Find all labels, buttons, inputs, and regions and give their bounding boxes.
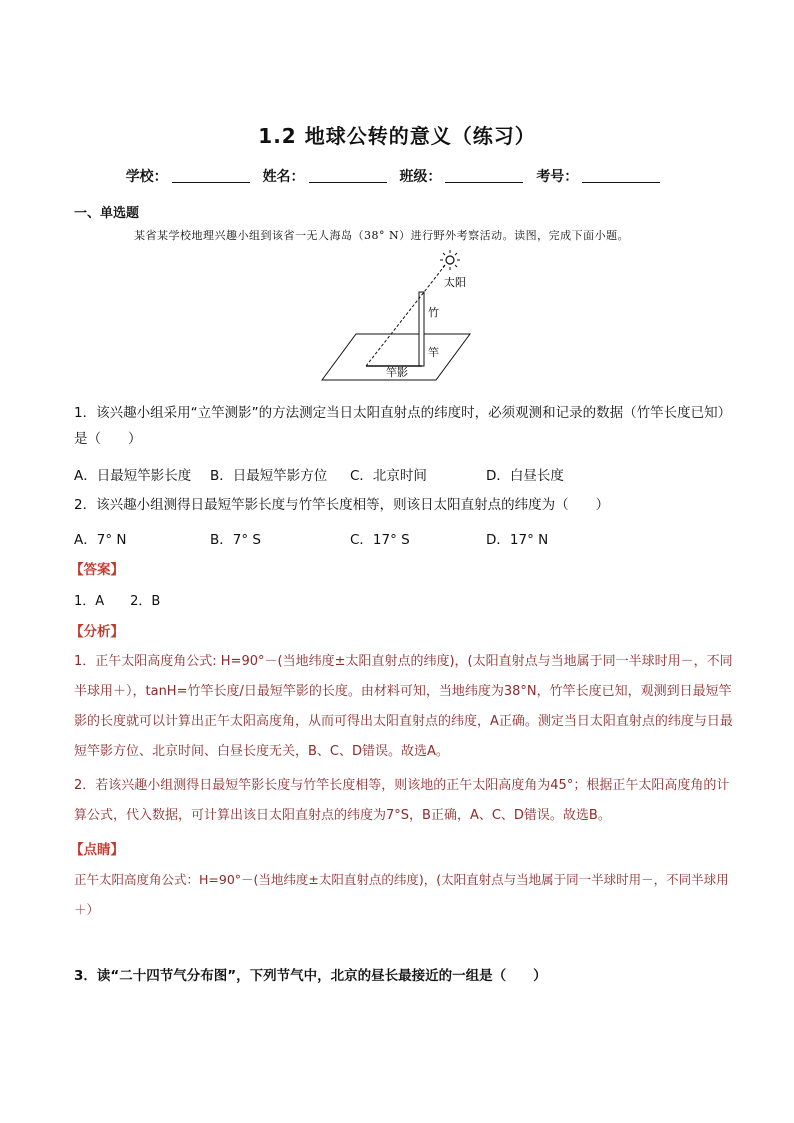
exam-no-blank[interactable] xyxy=(582,168,660,183)
pole-shadow-figure xyxy=(320,248,480,388)
class-blank[interactable] xyxy=(445,168,523,183)
q1-option-c[interactable]: C．北京时间 xyxy=(350,468,427,484)
tips-paragraph: 正午太阳高度角公式：H=90°－(当地纬度±太阳直射点的纬度)，(太阳直射点与当地属于同一半球时用－，不同半球用＋） xyxy=(74,872,729,917)
page-title: 1.2 地球公转的意义（练习） xyxy=(258,124,536,148)
answer-heading: 【答案】 xyxy=(70,562,124,578)
question-3-text: 3．读“二十四节气分布图”，下列节气中，北京的昼长最接近的一组是（ ） xyxy=(74,968,547,984)
question-2-text: 2．该兴趣小组测得日最短竿影长度与竹竿长度相等，则该日太阳直射点的纬度为（ ） xyxy=(74,497,610,513)
analysis-heading: 【分析】 xyxy=(70,624,124,640)
bamboo-pole xyxy=(419,292,424,366)
tips-heading: 【点睛】 xyxy=(70,842,124,858)
pole-label-2: 竿 xyxy=(428,346,439,359)
q2-option-a[interactable]: A．7° N xyxy=(74,532,127,548)
school-label: 学校： xyxy=(125,169,168,185)
name-blank[interactable] xyxy=(309,168,387,183)
question-1-text: 1．该兴趣小组采用“立竿测影”的方法测定当日太阳直射点的纬度时，必须观测和记录的数据（竹竿长度已知）是（ ） xyxy=(74,405,732,447)
section-heading: 一、单选题 xyxy=(74,206,140,221)
analysis-paragraph-1: 1．正午太阳高度角公式: H=90°－(当地纬度±太阳直射点的纬度)，(太阳直射点与当地属于同一半球时用－，不同半球用＋），tanH=竹竿长度/日最短竿影的长度。由材料可知，当地纬度为38°N，竹竿长度已知，观测到日最短竿影的长度就可以计算出正午太阳高度角，从而可得出太阳直射点的纬度，A正确。测定当日太阳直射点的纬度与日最短竿影方位、北京时间、白昼长度无关，B、C、D错误。故选A。 xyxy=(74,654,733,759)
pole-label-1: 竹 xyxy=(428,306,439,319)
q1-option-b[interactable]: B．日最短竿影方位 xyxy=(210,468,328,484)
q2-option-d[interactable]: D．17° N xyxy=(486,532,549,548)
shadow-label: 竿影 xyxy=(386,366,408,379)
q1-option-a[interactable]: A．日最短竿影长度 xyxy=(74,468,192,484)
q1-option-d[interactable]: D．白昼长度 xyxy=(486,468,564,484)
exam-no-label: 考号： xyxy=(536,169,579,185)
class-label: 班级： xyxy=(399,169,442,185)
analysis-paragraph-2: 2．若该兴趣小组测得日最短竿影长度与竹竿长度相等，则该地的正午太阳高度角为45°；根据正午太阳高度角的计算公式，代入数据，可计算出该日太阳直射点的纬度为7°S，B正确，A、C、D错误。故选B。 xyxy=(74,778,730,823)
q2-option-b[interactable]: B．7° S xyxy=(210,532,261,548)
school-blank[interactable] xyxy=(172,168,250,183)
q2-option-c[interactable]: C．17° S xyxy=(350,532,410,548)
name-label: 姓名： xyxy=(262,169,305,185)
question-intro: 某省某学校地理兴趣小组到该省一无人海岛（38° N）进行野外考察活动。读图，完成下面小题。 xyxy=(134,229,630,242)
student-info-row xyxy=(0,166,794,186)
sun-icon xyxy=(440,250,460,270)
answer-list: 1．A 2．B xyxy=(74,594,161,609)
sun-label: 太阳 xyxy=(444,276,466,289)
